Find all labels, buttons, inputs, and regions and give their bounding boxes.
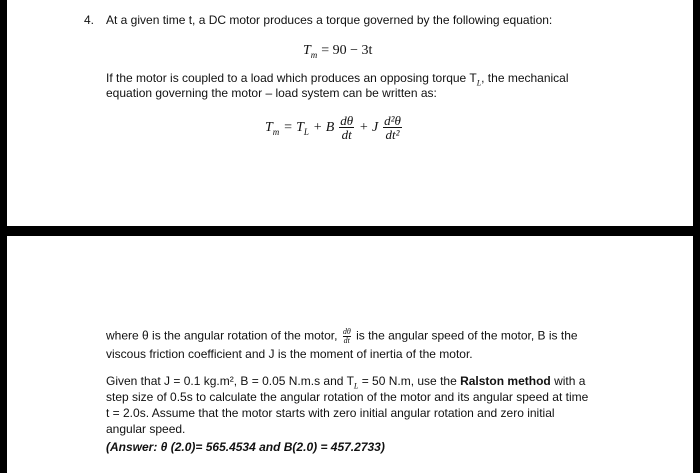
where-line1: where θ is the angular rotation of the motor, $\frac{d\theta}{dt}$ is the angular speed of the motor, B is the <box>106 327 578 345</box>
where-line2: viscous friction coefficient and J is the moment of inertia of the motor. <box>106 347 473 361</box>
d2theta-dt2-fraction: $\frac{\text{d²θ}}{\text{dt²}}$ <box>384 113 401 142</box>
angular-speed-fraction: $\frac{d\theta}{dt}$ <box>342 327 351 345</box>
system-equation: $T_m = T_L + B$ $\frac{d\theta}{dt}$ + J $\frac{\text{d²θ}}{\text{dt²}}$ <box>265 113 401 142</box>
answer-line: (Answer: θ (2.0)= 565.4534 and B(2.0) = 457.2733) <box>106 440 385 454</box>
dtheta-dt-fraction: $\frac{d\theta}{dt}$ <box>340 113 354 142</box>
given-line1: Given that J = 0.1 kg.m², B = 0.05 N.m.s and $T_L = 50$ N.m, use the Ralston method with a <box>106 374 586 391</box>
problem-number: 4. <box>84 13 95 27</box>
given-line2: step size of 0.5s to calculate the angular rotation of the motor and its angular speed at time <box>106 390 589 404</box>
coupled-text-line2: equation governing the motor – load system can be written as: <box>106 86 437 100</box>
torque-equation: $T_m = 90 - 3t$ <box>303 43 373 60</box>
given-line4: angular speed. <box>106 422 186 436</box>
upper-page-panel <box>7 0 693 226</box>
lower-page-panel <box>7 236 693 473</box>
problem-intro: At a given time t, a DC motor produces a torque governed by the following equation: <box>106 13 553 27</box>
coupled-text-line1: If the motor is coupled to a load which produces an opposing torque $T_L$, the mechanical <box>106 71 569 88</box>
given-line3: t = 2.0s. Assume that the motor starts with zero initial angular rotation and zero initial <box>106 406 555 420</box>
